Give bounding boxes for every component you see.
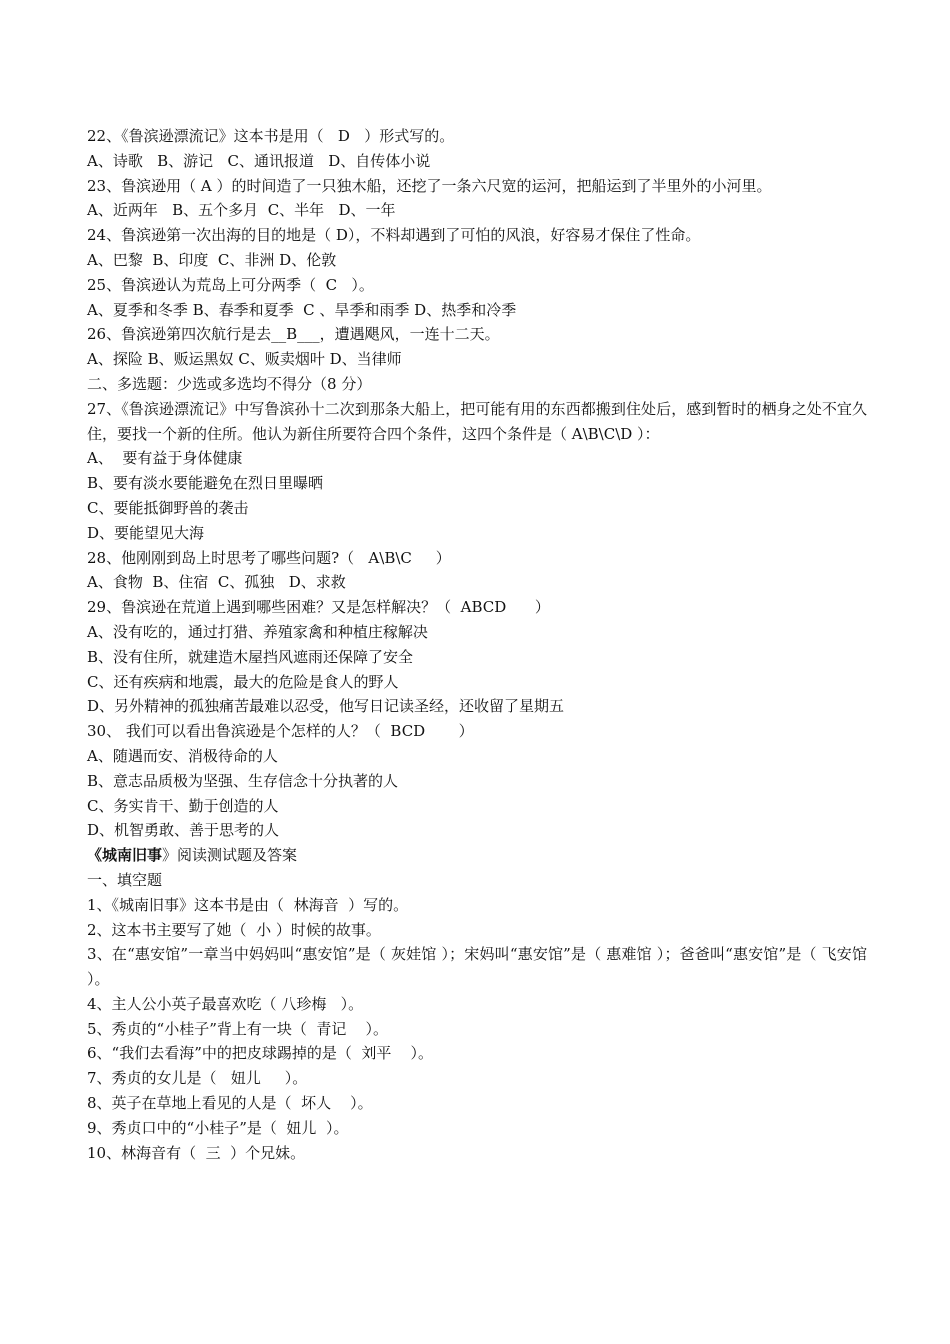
option-30-c: C、务实肯干、勤于创造的人	[87, 796, 279, 815]
options-26: A、探险 B、贩运黑奴 C、贩卖烟叶 D、当律师	[87, 350, 402, 369]
option-27-c: C、要能抵御野兽的袭击	[87, 498, 249, 517]
options-24: A、巴黎 B、印度 C、非洲 D、伦敦	[87, 250, 337, 269]
section-title	[87, 843, 867, 868]
fill-question-7: 7、秀贞的女儿是（ 妞儿 ）。	[87, 1069, 308, 1088]
option-30-d: D、机智勇敢、善于思考的人	[87, 821, 280, 840]
question-22: 22、《鲁滨逊漂流记》这本书是用（ D ）形式写的。	[87, 127, 455, 145]
fill-question-8: 8、英子在草地上看见的人是（ 坏人 ）。	[87, 1094, 373, 1113]
question-26: 26、鲁滨逊第四次航行是去__B___，遭遇飓风，一连十二天。	[87, 325, 500, 344]
option-27-b: B、要有淡水要能避免在烈日里曝晒	[87, 474, 324, 493]
fill-question-3: 3、在“惠安馆”一章当中妈妈叫“惠安馆”是（ 灰娃馆 ）；宋妈叫“惠安馆”是（ 惠难馆 ）；爸爸叫“惠安馆”是（ 飞安馆 ）。	[87, 945, 867, 989]
options-22: A、诗歌 B、游记 C、通讯报道 D、自传体小说	[87, 151, 431, 170]
fill-question-2: 2、这本书主要写了她（ 小 ）时候的故事。	[87, 920, 381, 939]
question-25: 25、鲁滨逊认为荒岛上可分两季（ C ）。	[87, 275, 374, 294]
question-30: 30、 我们可以看出鲁滨逊是个怎样的人？（ BCD ）	[87, 722, 474, 741]
fill-question-1: 1、《城南旧事》这本书是由（ 林海音 ）写的。	[87, 895, 409, 914]
question-24: 24、鲁滨逊第一次出海的目的地是（ D），不料却遇到了可怕的风浪，好容易才保住了性命。	[87, 226, 701, 245]
fill-question-10: 10、林海音有（ 三 ）个兄妹。	[87, 1143, 306, 1162]
section-fill-blank: 一、填空题	[87, 870, 163, 889]
fill-question-5: 5、秀贞的“小桂子”背上有一块（ 青记 ）。	[87, 1019, 388, 1038]
question-23: 23、鲁滨逊用（ A ）的时间造了一只独木船，还挖了一条六尺宽的运河，把船运到了半里外的小河里。	[87, 176, 772, 195]
options-28: A、食物 B、住宿 C、孤独 D、求救	[87, 573, 346, 592]
fill-question-4: 4、主人公小英子最喜欢吃（ 八珍梅 ）。	[87, 994, 364, 1013]
question-28: 28、他刚刚到岛上时思考了哪些问题?（ A\B\C ）	[87, 548, 451, 567]
option-27-d: D、要能望见大海	[87, 523, 205, 542]
section-title-rest: 》阅读测试题及答案	[162, 846, 298, 865]
options-25: A、夏季和冬季 B、春季和夏季 C 、旱季和雨季 D、热季和冷季	[87, 300, 517, 319]
options-23: A、近两年 B、五个多月 C、半年 D、一年	[87, 201, 396, 220]
option-30-b: B、意志品质极为坚强、生存信念十分执著的人	[87, 771, 399, 790]
question-29: 29、鲁滨逊在荒道上遇到哪些困难？又是怎样解决？（ ABCD ）	[87, 598, 550, 617]
option-29-d: D、另外精神的孤独痛苦最难以忍受，他写日记读圣经，还收留了星期五	[87, 697, 565, 716]
document-body	[87, 124, 867, 1165]
section-title-bold: 《城南旧事	[87, 846, 163, 865]
option-30-a: A、随遇而安、消极待命的人	[87, 746, 278, 765]
question-27: 27、《鲁滨逊漂流记》中写鲁滨孙十二次到那条大船上，把可能有用的东西都搬到住处后，感到暂时的栖身之处不宜久住，要找一个新的住所。他认为新住所要符合四个条件，这四个条件是（ A\B\C\D ）：	[87, 399, 867, 443]
option-29-c: C、还有疾病和地震，最大的危险是食人的野人	[87, 672, 399, 691]
option-29-a: A、没有吃的，通过打猎、养殖家禽和种植庄稼解决	[87, 622, 428, 641]
option-29-b: B、没有住所，就建造木屋挡风遮雨还保障了安全	[87, 647, 414, 666]
fill-question-9: 9、秀贞口中的“小桂子”是（ 妞儿 ）。	[87, 1118, 349, 1137]
section-multiple-choice: 二、多选题：少选或多选均不得分（8 分）	[87, 374, 372, 393]
fill-question-6: 6、“我们去看海”中的把皮球踢掉的是（ 刘平 ）。	[87, 1044, 433, 1063]
option-27-a: A、 要有益于身体健康	[87, 449, 243, 468]
